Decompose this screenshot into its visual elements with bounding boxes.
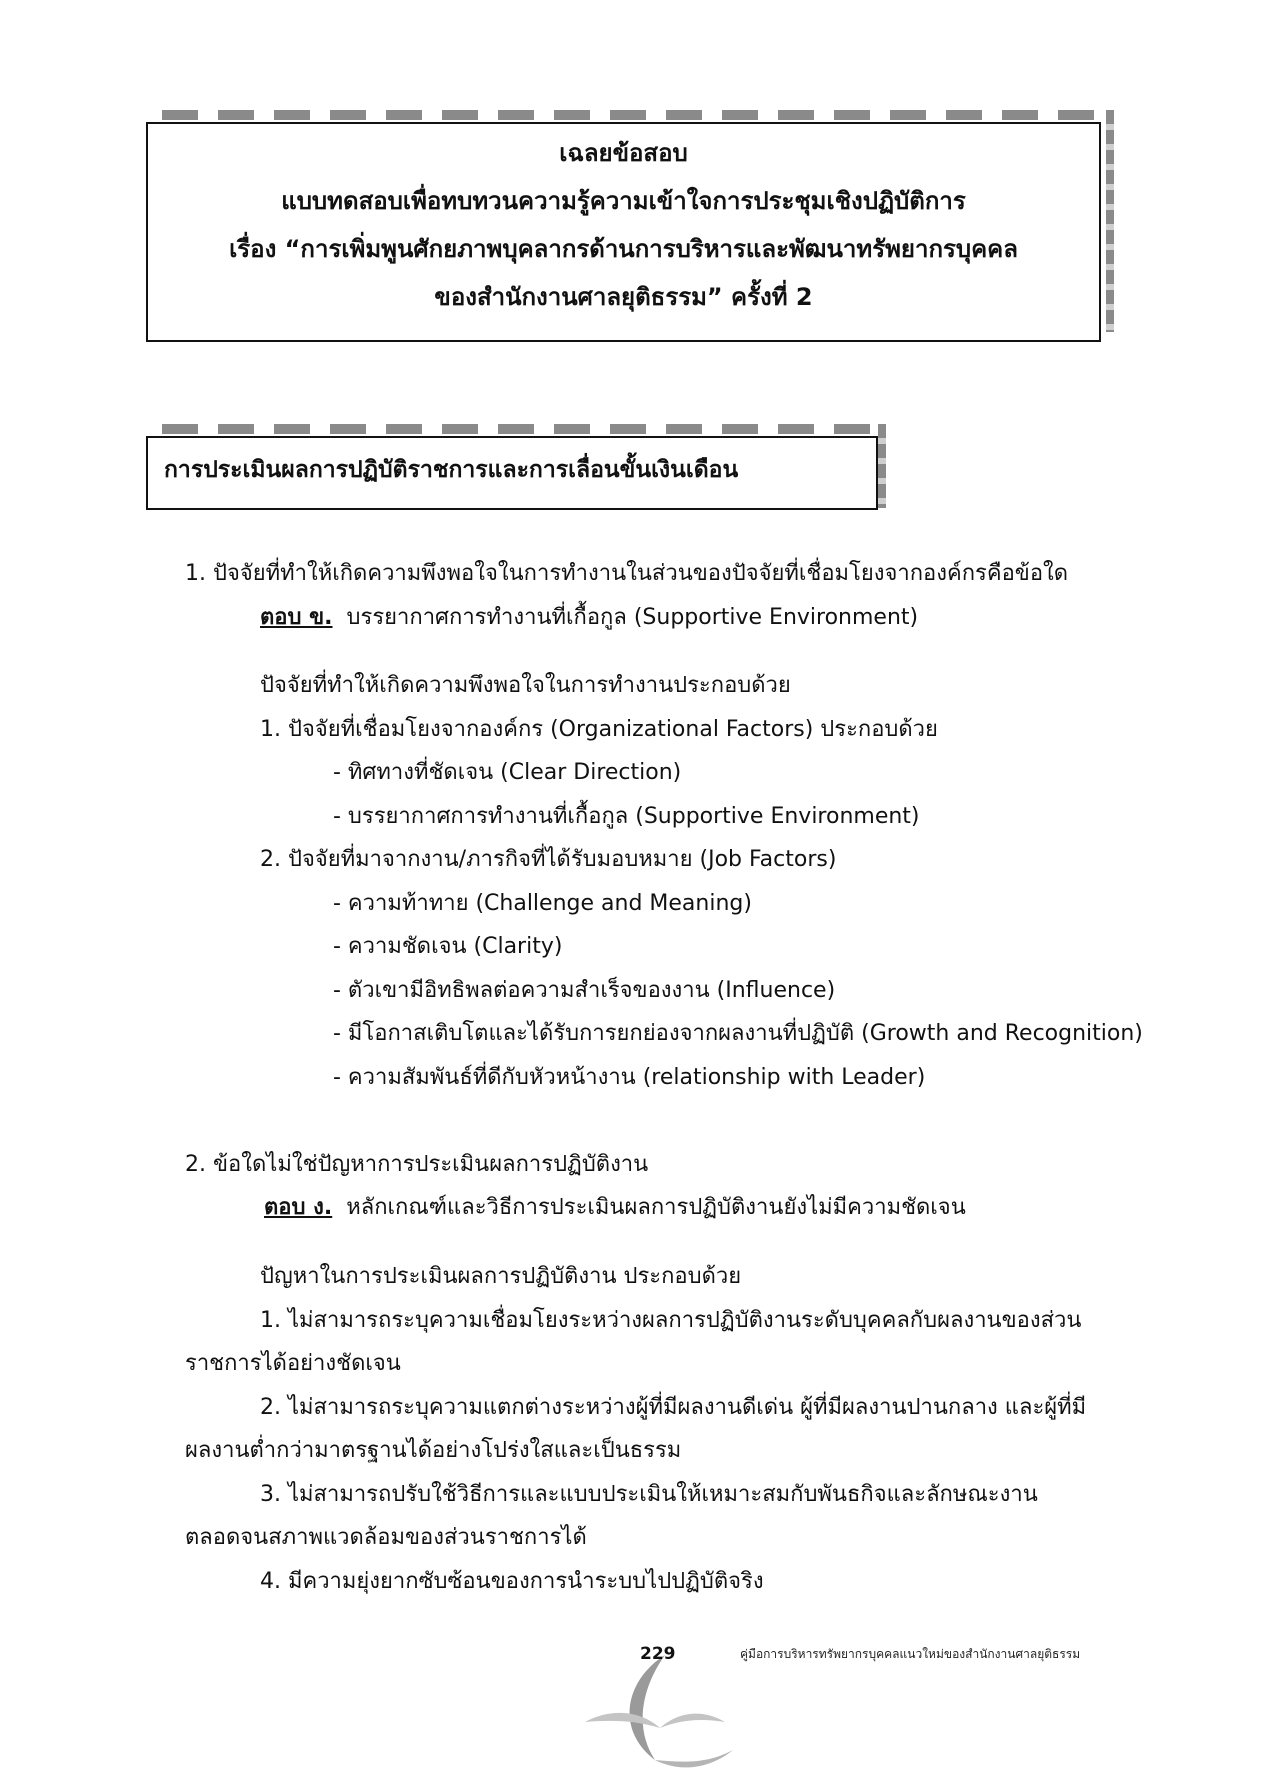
section-box: [146, 436, 878, 510]
q1-factor1: 1. ปัจจัยที่เชื่อมโยงจากองค์กร (Organizational Factors) ประกอบด้วย: [260, 717, 938, 742]
q2-problem-2a: 2. ไม่สามารถระบุความแตกต่างระหว่างผู้ที่มีผลงานดีเด่น ผู้ที่มีผลงานปานกลาง และผู้ที่มี: [260, 1395, 1087, 1420]
q2-problem-3a: 3. ไม่สามารถปรับใช้วิธีการและแบบประเมินให้เหมาะสมกับพันธกิจและลักษณะงาน: [260, 1482, 1038, 1507]
q1-factor2-item: - มีโอกาสเติบโตและได้รับการยกย่องจากผลงานที่ปฏิบัติ (Growth and Recognition): [333, 1021, 1143, 1046]
title-box-dash-top: [162, 110, 1112, 120]
q1-factor2: 2. ปัจจัยที่มาจากงาน/ภารกิจที่ได้รับมอบหมาย (Job Factors): [260, 847, 837, 872]
q2-problem-3b: ตลอดจนสภาพแวดล้อมของส่วนราชการได้: [185, 1525, 587, 1550]
title-box-dash-right: [1106, 110, 1114, 332]
q2-problem-4: 4. มีความยุ่งยากซับซ้อนของการนำระบบไปปฏิบัติจริง: [260, 1569, 764, 1594]
title-line-1: เฉลยข้อสอบ: [559, 139, 688, 167]
q1-answer: [260, 603, 918, 633]
section-title: การประเมินผลการปฏิบัติราชการและการเลื่อนขั้นเงินเดือน: [164, 457, 739, 483]
section-box-dash-top: [162, 424, 882, 434]
q2-problem-1b: ราชการได้อย่างชัดเจน: [185, 1351, 401, 1376]
q1-explain-intro: ปัจจัยที่ทำให้เกิดความพึงพอใจในการทำงานประกอบด้วย: [260, 673, 791, 698]
q1-question: 1. ปัจจัยที่ทำให้เกิดความพึงพอใจในการทำงานในส่วนของปัจจัยที่เชื่อมโยงจากองค์กรคือข้อใด: [185, 561, 1069, 586]
q1-factor2-item: - ตัวเขามีอิทธิพลต่อความสำเร็จของงาน (Influence): [333, 978, 836, 1003]
q2-problem-2b: ผลงานต่ำกว่ามาตรฐานได้อย่างโปร่งใสและเป็นธรรม: [185, 1438, 682, 1463]
title-line-3: เรื่อง “การเพิ่มพูนศักยภาพบุคลากรด้านการบริหารและพัฒนาทรัพยากรบุคคล: [229, 235, 1018, 263]
section-box-dash-right: [878, 424, 886, 508]
footer-swoosh-icon: [585, 1650, 735, 1780]
q1-answer-label: ตอบ ข.: [260, 605, 333, 630]
title-line-2: แบบทดสอบเพื่อทบทวนความรู้ความเข้าใจการประชุมเชิงปฏิบัติการ: [281, 187, 966, 215]
q1-factor1-item: - บรรยากาศการทำงานที่เกื้อกูล (Supportive Environment): [333, 804, 920, 829]
page-number: 229: [640, 1644, 676, 1664]
q1-factor2-item: - ความสัมพันธ์ที่ดีกับหัวหน้างาน (relationship with Leader): [333, 1065, 926, 1090]
q1-answer-text: บรรยากาศการทำงานที่เกื้อกูล (Supportive Environment): [346, 605, 919, 630]
q2-question: 2. ข้อใดไม่ใช่ปัญหาการประเมินผลการปฏิบัติงาน: [185, 1152, 649, 1177]
q2-problem-1a: 1. ไม่สามารถระบุความเชื่อมโยงระหว่างผลการปฏิบัติงานระดับบุคคลกับผลงานของส่วน: [260, 1308, 1082, 1333]
q1-factor1-item: - ทิศทางที่ชัดเจน (Clear Direction): [333, 760, 682, 785]
q2-answer: [264, 1193, 966, 1223]
title-line-4: ของสำนักงานศาลยุติธรรม” ครั้งที่ 2: [434, 283, 813, 311]
footer-text: คู่มือการบริหารทรัพยากรบุคคลแนวใหม่ของสำนักงานศาลยุติธรรม: [740, 1647, 1081, 1661]
q1-factor2-item: - ความท้าทาย (Challenge and Meaning): [333, 891, 752, 916]
q2-answer-text: หลักเกณฑ์และวิธีการประเมินผลการปฏิบัติงานยังไม่มีความชัดเจน: [346, 1195, 966, 1220]
q2-explain-intro: ปัญหาในการประเมินผลการปฏิบัติงาน ประกอบด้วย: [260, 1264, 742, 1289]
q2-answer-label: ตอบ ง.: [264, 1195, 333, 1220]
q1-factor2-item: - ความชัดเจน (Clarity): [333, 934, 563, 959]
title-box: [146, 122, 1101, 342]
